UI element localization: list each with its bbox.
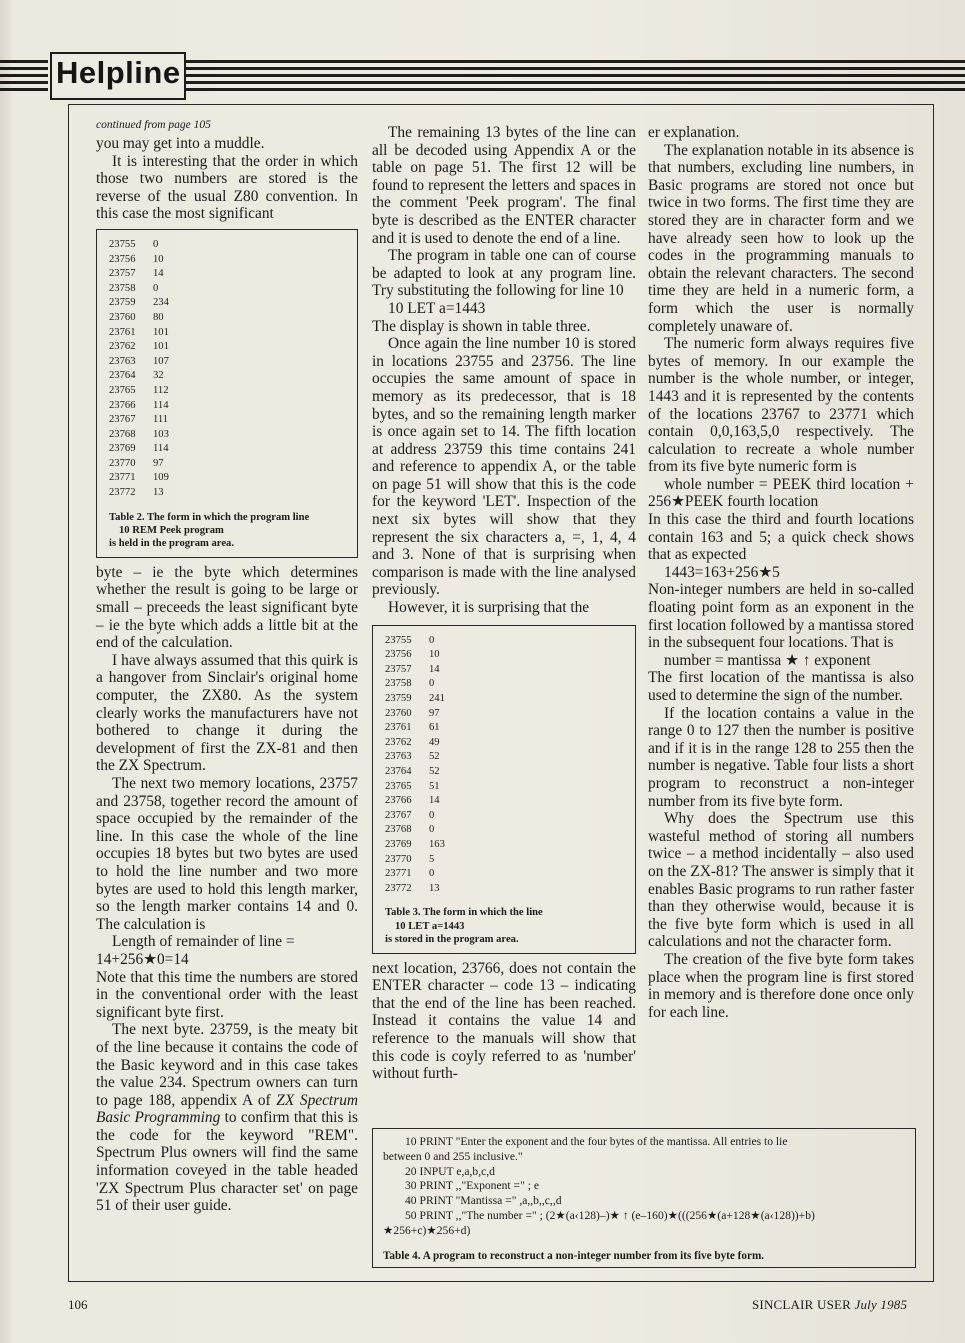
table-row [109,282,347,297]
paragraph: The display is shown in table three. [372,317,591,335]
address-cell: 23761 [385,722,412,734]
address-cell: 23768 [385,824,412,836]
value-cell: 51 [429,780,440,792]
address-cell: 23760 [109,311,136,323]
address-cell: 23756 [109,253,136,265]
paragraph: Why does the Spectrum use this wasteful method of storing all numbers twice – a method incidentally – also used on the ZX-81? The answer is simply that it enables Basic programs to run rather faster than they otherwise would, because it is the five byte form which is used in all calculations and not the character form. [648,810,914,951]
table-row [385,780,625,795]
paragraph [96,1021,358,1215]
address-cell: 23761 [109,326,136,338]
table-row [109,311,347,326]
table-4-caption: Table 4. A program to reconstruct a non-integer number from its five byte form. [383,1249,765,1262]
code-line: ★256+c)★256+d) [383,1223,471,1237]
table-row [109,253,347,268]
table-row [109,326,347,341]
table-row [109,340,347,355]
table-row [385,663,625,678]
value-cell: 163 [429,838,445,850]
table-3 [372,625,636,954]
table-row [109,413,347,428]
table-row [385,677,625,692]
value-cell: 241 [429,693,445,704]
equation-line: 1443=163+256★5 [664,563,780,581]
caption-line: Table 2. The form in which the program line [109,511,310,523]
value-cell: 52 [429,751,440,763]
issue-date: July 1985 [854,1297,908,1312]
table-row [109,486,347,501]
address-cell: 23772 [109,487,136,499]
address-cell: 23759 [385,693,412,704]
table-2 [96,229,358,558]
table-row [385,882,625,897]
value-cell: 0 [429,809,435,821]
caption-line: 10 REM Peek program [119,525,224,537]
address-cell: 23758 [385,678,412,690]
paragraph: It is interesting that the order in which those two numbers are stored is the reverse of the usual Z80 convention. In this case the most significant [96,152,358,223]
address-cell: 23757 [109,268,136,280]
address-cell: 23767 [385,809,412,821]
paragraph: However, it is surprising that the [388,599,590,617]
paragraph: byte – ie the byte which determines whether the result is going to be large or small – preceeds the least significant byte – ie the byte which adds a little bit at the end of the calculation. [96,563,358,652]
address-cell: 23770 [109,457,136,469]
address-cell: 23765 [109,384,136,396]
address-cell: 23764 [109,370,136,382]
paragraph: Once again the line number 10 is stored in locations 23755 and 23756. The line occupies the same amount of space in memory as its predecessor, that is 18 bytes, and so the remaining length marker is once again set to 14. The fifth location at address 23759 this time contains 241 and reference to appendix A, or the table on page 51 will show that this is the code for the keyword 'LET'. Inspection of the next six bytes will show that they represent the six characters a, =, 1, 4, 4 and 3. None of that is surprising when comparison is made with the line analysed previously. [372,335,636,599]
code-line: 10 PRINT "Enter the exponent and the four bytes of the mantissa. All entries to lie [405,1135,788,1148]
caption-line: is stored in the program area. [385,934,519,946]
value-cell: 103 [153,428,169,440]
continued-note: continued from page 105 [96,119,211,131]
table-row [385,648,625,663]
address-cell: 23762 [109,341,136,353]
address-cell: 23770 [385,853,412,865]
equation-line: whole number = PEEK third location + 256★PEEK fourth location [648,475,914,511]
table-row [385,692,625,707]
code-line: 30 PRINT ,,"Exponent =" ; e [405,1179,539,1193]
value-cell: 5 [429,853,435,865]
value-cell: 101 [153,326,169,338]
caption-line: Table 3. The form in which the line [385,907,543,919]
address-cell: 23766 [109,399,136,411]
magazine-name: SINCLAIR USER [752,1297,852,1312]
table-row [385,794,625,809]
paragraph: next location, 23766, does not contain the ENTER character – code 13 – indicating that the end of the line has been reached. Instead it contains the value 14 and reference to the manuals will show that this code is coyly referred to as 'number' without furth- [372,959,636,1083]
value-cell: 101 [153,341,169,353]
equation-line: 14+256★0=14 [96,950,189,968]
table-row [109,355,347,370]
table-row [385,707,625,722]
table-row [385,736,625,751]
table-row [385,721,625,736]
code-line: 40 PRINT "Mantissa =" ,a,,b,,c,,d [405,1194,562,1208]
page-number: 106 [68,1297,88,1312]
address-cell: 23759 [109,297,136,309]
table-row [109,267,347,282]
value-cell: 13 [153,487,164,499]
code-line: between 0 and 255 inclusive." [383,1149,523,1163]
text-run: The next byte. 23759, is the meaty bit of the line because it contains the code of the Basic keyword and in this case takes the value 234. Spectrum owners can turn to page 188, appendix A of [96,1021,358,1109]
value-cell: 97 [153,457,164,469]
code-line: 10 LET a=1443 [388,299,486,317]
paragraph: The numeric form always requires five bytes of memory. In our example the number is the whole number, or integer, 1443 and it is represented by the contents of the locations 23767 to 23771 which contain 0,0,163,5,0 respectively. The calculation to recreate a whole number from its five byte numeric form is [648,335,914,476]
equation-line: Length of remainder of line = [112,933,295,951]
value-cell: 61 [429,722,440,734]
table-2-rows [109,238,347,501]
caption-line: is held in the program area. [109,538,234,550]
book-title: ZX Spectrum Basic Programming [96,1091,358,1127]
paragraph: Note that this time the numbers are stored in the conventional order with the least significant byte first. [96,968,358,1021]
address-cell: 23758 [109,282,136,294]
value-cell: 111 [153,414,169,426]
address-cell: 23768 [109,428,136,440]
table-row [385,838,625,853]
paragraph: The explanation notable in its absence is that numbers, excluding line numbers, in Basic programs are stored not once but twice in two forms. The first time they are stored they are in character form and we have already seen how to look up the codes in the programming manuals to obtain the relevant characters. The second time they are held in a numeric form, a form which the user is normally completely unaware of. [648,141,914,335]
value-cell: 10 [153,253,164,265]
address-cell: 23763 [109,355,136,367]
table-row [109,457,347,472]
table-row [109,442,347,457]
header-rules-right [185,58,965,94]
address-cell: 23762 [385,736,412,748]
address-cell: 23760 [385,707,412,719]
address-cell: 23763 [385,751,412,763]
code-line: 20 INPUT e,a,b,c,d [405,1164,495,1178]
value-cell: 14 [153,268,164,280]
paragraph: er explanation. [648,124,740,141]
value-cell: 114 [153,443,169,455]
value-cell: 14 [429,795,440,807]
value-cell: 97 [429,707,440,719]
value-cell: 0 [429,634,435,646]
paragraph: The program in table one can of course be adapted to look at any program line. Try substituting the following for line 10 [372,247,636,300]
value-cell: 114 [153,399,169,411]
value-cell: 32 [153,370,164,382]
address-cell: 23755 [385,634,412,646]
table-4 [372,1128,916,1268]
value-cell: 80 [153,311,164,323]
address-cell: 23767 [109,414,136,426]
value-cell: 14 [429,663,440,675]
column-2 [372,124,636,1083]
value-cell: 234 [153,297,169,309]
address-cell: 23756 [385,649,412,661]
table-row [385,867,625,882]
value-cell: 49 [429,736,440,748]
value-cell: 10 [429,649,440,661]
value-cell: 112 [153,384,169,396]
paragraph: In this case the third and fourth locations contain 163 and 5; a quick check shows that as expected [648,511,914,564]
table-3-caption [385,906,625,946]
text-run: to confirm that this is the code for the keyword "REM". Spectrum Plus owners will find the same information coveyed in the table headed 'ZX Spectrum Plus character set' on page 51 of their user guide. [96,1109,358,1215]
value-cell: 13 [429,882,440,894]
address-cell: 23757 [385,663,412,675]
table-row [109,399,347,414]
paragraph: The remaining 13 bytes of the line can all be decoded using Appendix A or the table on page 51. The first 12 will be found to represent the letters and spaces in the comment 'Peek program'. The final byte is described as the ENTER character and it is used to denote the end of a line. [372,124,636,247]
address-cell: 23769 [385,838,412,850]
paragraph: The next two memory locations, 23757 and 23758, together record the amount of space occupied by the remainder of the line. In this case the whole of the line occupies 18 bytes but two bytes are used to hold the line number and two more bytes are used to hold this length marker, so the length marker contains 14 and 0. The calculation is [96,775,358,933]
table-3-rows [385,634,625,897]
paragraph: If the location contains a value in the range 0 to 127 then the number is positive and if it is in the range 128 to 255 then the number is negative. Table four lists a short program to reconstruct a non-integer number from its five byte form. [648,704,914,810]
paragraph: I have always assumed that this quirk is a hangover from Sinclair's original home computer, the ZX80. As the system clearly works the manufacturers have not bothered to change it during the development of first the ZX-81 and then the ZX Spectrum. [96,651,358,775]
value-cell: 0 [429,868,435,880]
address-cell: 23755 [109,238,136,250]
paragraph: The creation of the five byte form takes place when the program line is first stored in memory and is therefore done once only for each line. [648,950,914,1021]
paragraph: The first location of the mantissa is also used to determine the sign of the number. [648,669,914,704]
value-cell: 0 [429,678,435,690]
address-cell: 23769 [109,443,136,455]
table-row [385,853,625,868]
code-line: 50 PRINT ,,"The number =" ; (2★(a‹128)–)★ ↑ (e–160)★(((256★(a+128★(a‹128))+b) [405,1208,815,1222]
address-cell: 23772 [385,882,412,894]
table-row [109,238,347,253]
paragraph: Non-integer numbers are held in so-called floating point form as an exponent in the first location followed by a mantissa stored in the subsequent four locations. That is [648,581,914,652]
magazine-footer [752,1297,907,1313]
value-cell: 0 [153,282,159,294]
table-2-caption [109,511,347,551]
address-cell: 23766 [385,795,412,807]
value-cell: 0 [429,824,435,836]
column-3 [648,124,914,1021]
value-cell: 109 [153,472,169,484]
address-cell: 23765 [385,780,412,792]
value-cell: 52 [429,765,440,777]
value-cell: 0 [153,238,159,250]
table-row [109,471,347,486]
section-title: Helpline [56,55,181,90]
caption-line: 10 LET a=1443 [395,920,465,932]
table-row [385,634,625,649]
header-rules-left [0,60,48,92]
paragraph: you may get into a muddle. [96,135,265,152]
column-1 [96,118,358,1215]
table-row [109,428,347,443]
address-cell: 23764 [385,765,412,777]
address-cell: 23771 [385,868,412,880]
table-row [109,384,347,399]
table-row [385,750,625,765]
table-row [385,823,625,838]
table-row [109,296,347,311]
value-cell: 107 [153,355,169,367]
table-row [385,809,625,824]
table-row [109,369,347,384]
table-row [385,765,625,780]
address-cell: 23771 [109,472,136,484]
equation-line: number = mantissa ★ ↑ exponent [664,651,871,669]
